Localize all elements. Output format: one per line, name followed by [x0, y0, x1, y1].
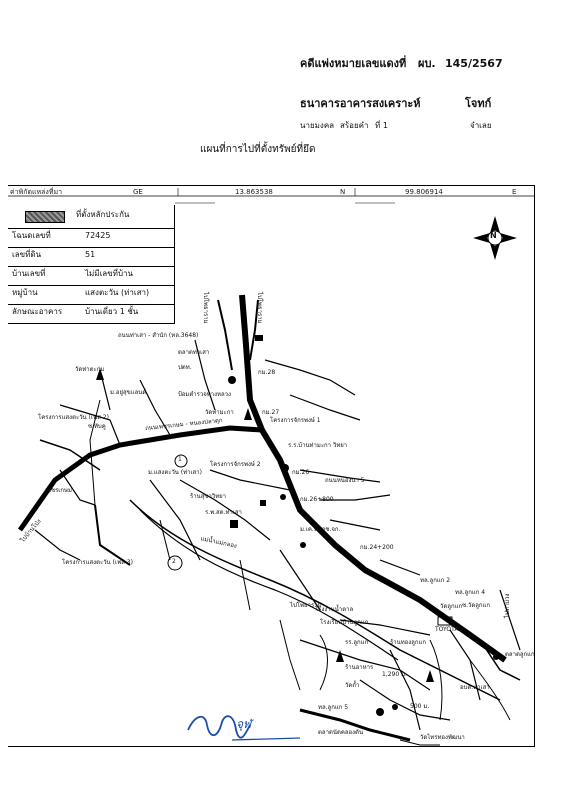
map-label: โรงเรียนบ้านลูกแก [320, 619, 369, 626]
legend-location-label: ที่ตั้งหลักประกัน [76, 210, 130, 219]
map-label: กม.26 [292, 469, 310, 476]
coord-lon-dir: E [512, 188, 517, 196]
map-label: ร.ร.บ้านท่ามะกา วิทยา [288, 442, 348, 449]
map-label: อบต.ท่าเสา [460, 684, 490, 691]
map-label: 1 [178, 456, 182, 463]
legend-row-label: โฉนดเลขที่ [12, 231, 51, 240]
map-label: ซ.วัดลูกแก [462, 602, 491, 609]
map-label: ร้านสุขาวิทยา [190, 493, 227, 500]
map-label: ไปโพธาราม [256, 292, 263, 324]
map-label: ม.แสงตะวัน (ท่าเสา) [148, 469, 202, 476]
map-label: โครงการแสงตะวัน (เฟส 2) [38, 414, 109, 421]
coord-label: ค่าพิกัดแหล่งที่มา [10, 188, 63, 196]
defendant-surname: สร้อยคำ [340, 121, 369, 130]
compass-letter: N [490, 231, 497, 240]
defendant-name: นายมงคล [300, 121, 335, 130]
case-label: คดีแพ่งหมายเลขแดงที่ [300, 57, 407, 70]
map-label: กม.28 [258, 369, 276, 376]
map-label: ทล.ลูกแก 4 [455, 589, 486, 596]
map-label: ทล.ลูกแก 5 [318, 704, 349, 711]
map-label: 2 [172, 558, 176, 565]
legend-row-value: แสงตะวัน (ท่าเสา) [85, 288, 150, 297]
map-label: รร.ลูกแก [345, 639, 369, 646]
map-title: แผนที่การไปที่ตั้งทรัพย์ที่ยึด [200, 144, 316, 155]
legend-row-label: เลขที่ดิน [12, 250, 42, 259]
map-label: ไปบ้านโป่ง [19, 517, 43, 544]
coord-lat-dir: N [340, 188, 346, 196]
map-label: ทล.ลูกแก 2 [420, 577, 451, 584]
map-label: วัดลูกแก [440, 603, 463, 610]
map-label: ถนนท่าเสา - สำนัก (ทล.3648) [118, 332, 199, 339]
map-label: กม.24+200 [360, 544, 394, 551]
legend-row-label: บ้านเลขที่ [12, 269, 46, 278]
legend-row-label: หมู่บ้าน [12, 288, 38, 297]
signature-text: จุฬ [236, 717, 252, 731]
map-label: วัดถ้ำ [345, 682, 360, 689]
map-label: ไปท่าม่วง [504, 593, 511, 618]
map-label: กม.26+800 [300, 496, 334, 503]
map-label: โครงการจักรพงษ์ 2 [210, 461, 261, 468]
map-label: ถนนหนองนา 5 [325, 477, 365, 484]
map-label: โครงการจักรพงษ์ 1 [270, 417, 321, 424]
legend-row-label: ลักษณะอาคาร [12, 307, 63, 316]
map-label: ไปโพธาราม [202, 292, 209, 324]
map-label: ปตท. [178, 364, 192, 371]
map-label: โรงงานน้ำตาล [315, 606, 354, 613]
collateral-swatch [25, 211, 65, 223]
map-label: แม่น้ำแม่กลอง [199, 535, 238, 550]
map-label: ป้อมตำรวจทางหลวง [178, 391, 231, 398]
coord-source: GE [133, 188, 143, 196]
plaintiff-role: โจทก์ [465, 97, 492, 110]
map-label: โครงการแสงตะวัน (เฟส 3) [62, 559, 133, 566]
defendant-role: จำเลย [470, 121, 492, 130]
map-label: เพชรเกษม [45, 487, 72, 494]
map-label: ร้านอาหาร [345, 664, 374, 671]
coord-lon: 99.806914 [405, 188, 443, 196]
defendant-order: ที่ 1 [375, 121, 388, 130]
map-label: วัดท่ามะกา [205, 409, 234, 416]
map-label: ไปโพธาราม [290, 602, 322, 609]
map-label: ถนนเพชรเกษม - หนองปลาดุก [144, 416, 223, 433]
legend-row-value: 72425 [85, 231, 111, 240]
map-label: วัดไทรทองพัฒนา [420, 734, 465, 741]
legend-row-value: ไม่มีเลขที่บ้าน [85, 269, 133, 278]
plaintiff-bank: ธนาคารอาคารสงเคราะห์ [300, 97, 421, 110]
map-label: ตลาดนัดคลองตัน [318, 729, 364, 736]
map-label: ตลาดท่าเสา [178, 349, 210, 356]
legend-row-value: บ้านเดี่ยว 1 ชั้น [85, 307, 139, 316]
map-label: 1,290 ม. [382, 671, 407, 678]
map-label: TOYOTA [435, 626, 459, 633]
map-label: วัดท่าตะกุ่ม [75, 366, 105, 373]
map-label: ตลาดลูกแก [505, 651, 535, 658]
case-prefix: ผบ. [418, 57, 436, 70]
map-label: ร้านทองลูกแก [390, 639, 426, 646]
map-label: ม.อยู่สุขแลนด์ [110, 389, 147, 396]
map-label: 500 ม. [410, 703, 430, 710]
case-number: 145/2567 [445, 57, 503, 70]
legend-row-value: 51 [85, 250, 96, 259]
map-label: ซ.ทับคู [88, 423, 106, 430]
map-label: ร.พ.สต.ท่าเสา [205, 509, 242, 516]
map-label: กม.27 [262, 409, 280, 416]
map-label: ม.เค.ที.เอช.จก. [300, 526, 341, 533]
coord-lat: 13.863538 [235, 188, 273, 196]
